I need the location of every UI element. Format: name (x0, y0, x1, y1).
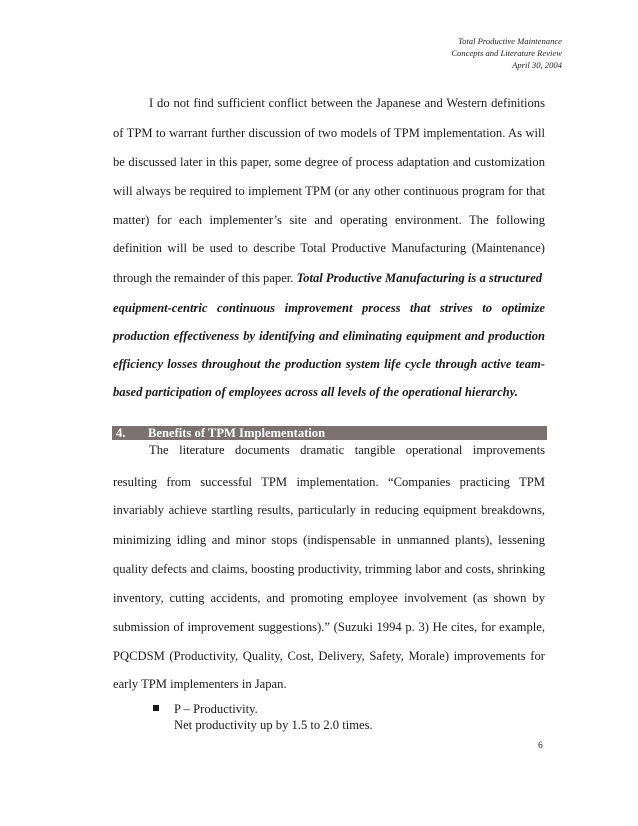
definition-line: efficiency losses throughout the production system life cycle through active team- (113, 357, 545, 371)
section-title: Benefits of TPM Implementation (148, 426, 326, 440)
body-line: quality defects and claims, boosting productivity, trimming labor and costs, shrinking (113, 562, 545, 576)
bullet-title: P – Productivity. (174, 702, 258, 716)
body-line: I do not find sufficient conflict between the Japanese and Western definitions (149, 96, 545, 110)
header-date: April 30, 2004 (512, 60, 562, 70)
body-line: The literature documents dramatic tangible operational improvements (149, 443, 545, 457)
page-number: 6 (538, 741, 543, 751)
body-line: matter) for each implementer’s site and operating environment. The following (113, 213, 545, 227)
body-line: submission of improvement suggestions).” (Suzuki 1994 p. 3) He cites, for example, (113, 620, 545, 634)
running-header (451, 35, 562, 71)
body-line: of TPM to warrant further discussion of two models of TPM implementation. As will (113, 126, 545, 140)
definition-line: equipment-centric continuous improvement process that strives to optimize (113, 301, 545, 315)
section-number: 4. (116, 426, 126, 440)
body-line: inventory, cutting accidents, and promoting employee involvement (as shown by (113, 591, 545, 605)
definition-line: production effectiveness by identifying and eliminating equipment and production (113, 329, 545, 343)
section-heading (112, 426, 547, 440)
body-line: PQCDSM (Productivity, Quality, Cost, Delivery, Safety, Morale) improvements for (113, 649, 545, 663)
header-title: Total Productive Maintenance (458, 36, 562, 46)
definition-line: based participation of employees across all levels of the operational hierarchy. (113, 385, 518, 399)
body-line: invariably achieve startling results, particularly in reducing equipment breakdowns, (113, 503, 545, 517)
body-line: minimizing idling and minor stops (indispensable in unmanned plants), lessening (113, 533, 545, 547)
definition-emphasis: Total Productive Manufacturing is a structured (296, 271, 543, 285)
body-line: definition will be used to describe Total Productive Manufacturing (Maintenance) (113, 241, 545, 255)
body-line: resulting from successful TPM implementation. “Companies practicing TPM (113, 475, 545, 489)
body-line-mixed (113, 270, 545, 286)
body-text: through the remainder of this paper. (113, 271, 297, 285)
body-line: early TPM implementers in Japan. (113, 677, 287, 691)
body-line: will always be required to implement TPM (or any other continuous program for that (113, 184, 545, 198)
bullet-detail: Net productivity up by 1.5 to 2.0 times. (174, 718, 373, 732)
body-line: be discussed later in this paper, some degree of process adaptation and customization (113, 155, 545, 169)
header-subtitle: Concepts and Literature Review (451, 48, 562, 58)
square-bullet-icon (153, 705, 159, 711)
